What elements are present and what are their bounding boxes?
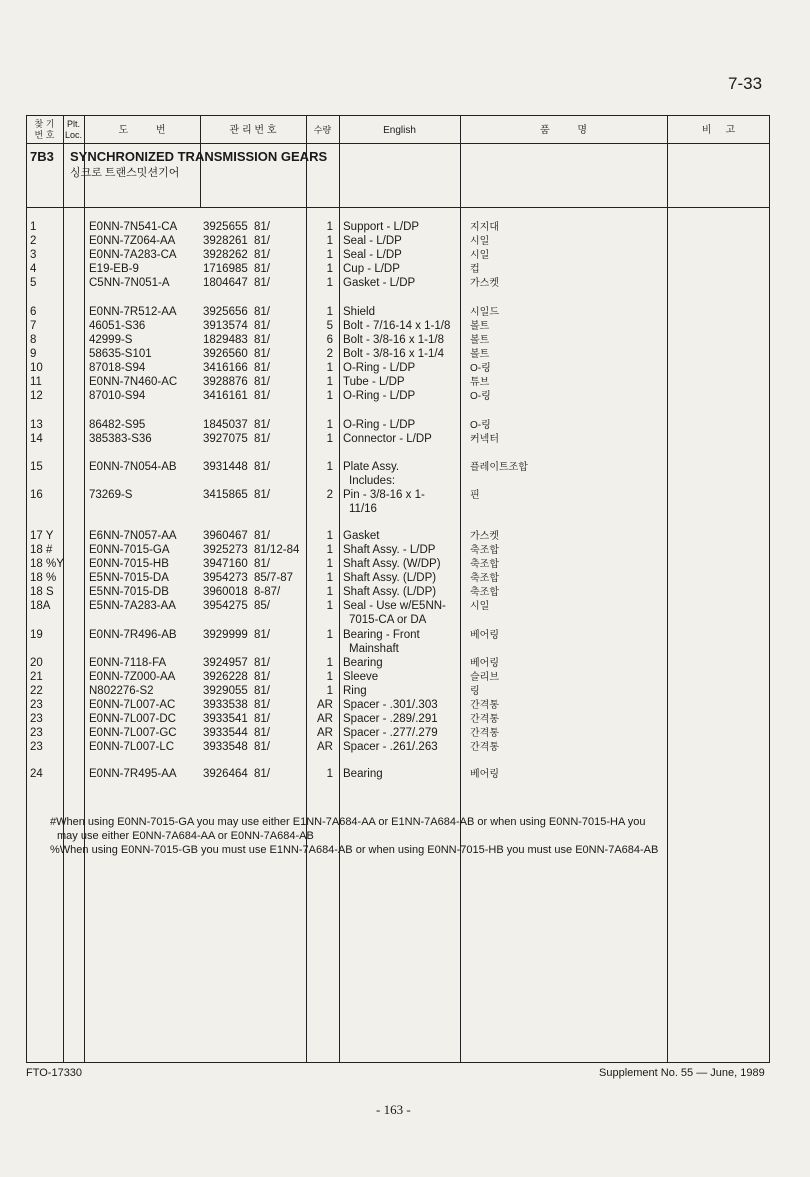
usage-code: 85/7-87 xyxy=(254,572,294,584)
management-number: 3416161 xyxy=(203,390,248,402)
key-number: 15 xyxy=(30,461,43,473)
usage-code: 81/ xyxy=(254,713,270,725)
drawing-number: 87018-S94 xyxy=(89,362,146,374)
english-name: Sleeve xyxy=(343,671,379,683)
note-line: may use either E0NN-7A684-AA or E0NN-7A684-AB xyxy=(57,830,314,842)
korean-name: 시일드 xyxy=(470,307,499,318)
korean-name: 베어링 xyxy=(470,630,499,641)
usage-code: 81/ xyxy=(254,334,270,346)
usage-code: 81/ xyxy=(254,306,270,318)
usage-code: 81/ xyxy=(254,277,270,289)
korean-name: 핀 xyxy=(470,490,480,501)
usage-code: 81/ xyxy=(254,741,270,753)
drawing-number: E0NN-7N054-AB xyxy=(89,461,177,473)
col-line xyxy=(339,115,340,1063)
key-number: 5 xyxy=(30,277,37,289)
english-name: O-Ring - L/DP xyxy=(343,390,416,402)
english-name: Gasket - L/DP xyxy=(343,277,416,289)
footer-page-number: - 163 - xyxy=(376,1102,411,1117)
drawing-number: C5NN-7N051-A xyxy=(89,277,170,289)
english-name-continued: Includes: xyxy=(349,475,396,487)
english-name: Spacer - .261/.263 xyxy=(343,741,438,753)
header-plt-loc: Plt. Loc. xyxy=(64,119,82,140)
usage-code: 81/ xyxy=(254,433,270,445)
quantity: 1 xyxy=(326,572,333,584)
management-number: 3416166 xyxy=(203,362,248,374)
key-number: 16 xyxy=(30,489,43,501)
english-name: Seal - L/DP xyxy=(343,235,402,247)
korean-name: 볼트 xyxy=(470,335,490,346)
management-number: 3926228 xyxy=(203,671,248,683)
footer-supplement: Supplement No. 55 — June, 1989 xyxy=(599,1067,765,1079)
drawing-number: E0NN-7N460-AC xyxy=(89,376,178,388)
usage-code: 81/ xyxy=(254,727,270,739)
drawing-number: 42999-S xyxy=(89,334,133,346)
english-name: Shaft Assy. (W/DP) xyxy=(343,558,441,570)
korean-name: 축조합 xyxy=(470,587,499,598)
management-number: 3954275 xyxy=(203,600,248,612)
quantity: 1 xyxy=(326,600,333,612)
quantity: 1 xyxy=(326,657,333,669)
korean-name: 시일 xyxy=(470,236,490,247)
english-name: Shaft Assy. (L/DP) xyxy=(343,586,437,598)
quantity: 1 xyxy=(326,376,333,388)
english-name: Seal - L/DP xyxy=(343,249,402,261)
management-number: 3928261 xyxy=(203,235,248,247)
korean-name: 베어링 xyxy=(470,658,499,669)
korean-name: 간격통 xyxy=(470,742,499,753)
drawing-number: 46051-S36 xyxy=(89,320,146,332)
management-number: 3960467 xyxy=(203,530,248,542)
management-number: 3913574 xyxy=(203,320,248,332)
korean-name: 시일 xyxy=(470,601,490,612)
key-number: 2 xyxy=(30,235,37,247)
usage-code: 8-87/ xyxy=(254,586,281,598)
korean-name: 커넥터 xyxy=(470,434,499,445)
key-number: 24 xyxy=(30,768,43,780)
usage-code: 81/ xyxy=(254,657,270,669)
korean-name: 축조합 xyxy=(470,545,499,556)
korean-name: 컵 xyxy=(470,264,480,275)
drawing-number: 58635-S101 xyxy=(89,348,152,360)
usage-code: 81/ xyxy=(254,671,270,683)
key-number: 18 # xyxy=(30,544,53,556)
quantity: AR xyxy=(317,741,333,753)
key-number: 20 xyxy=(30,657,43,669)
english-name: Spacer - .301/.303 xyxy=(343,699,438,711)
usage-code: 81/ xyxy=(254,489,270,501)
management-number: 3929999 xyxy=(203,629,248,641)
quantity: 1 xyxy=(326,558,333,570)
usage-code: 81/ xyxy=(254,461,270,473)
usage-code: 81/ xyxy=(254,419,270,431)
management-number: 3928876 xyxy=(203,376,248,388)
english-name-continued: Mainshaft xyxy=(349,643,399,655)
quantity: 1 xyxy=(326,530,333,542)
drawing-number: E5NN-7015-DA xyxy=(89,572,169,584)
english-name: Bearing - Front xyxy=(343,629,420,641)
usage-code: 81/ xyxy=(254,235,270,247)
management-number: 3927075 xyxy=(203,433,248,445)
quantity: 1 xyxy=(326,586,333,598)
drawing-number: E19-EB-9 xyxy=(89,263,139,275)
korean-name: 링 xyxy=(470,686,480,697)
header-english: English xyxy=(383,124,416,136)
usage-code: 81/ xyxy=(254,390,270,402)
english-name: Cup - L/DP xyxy=(343,263,400,275)
key-number: 10 xyxy=(30,362,43,374)
key-number: 4 xyxy=(30,263,37,275)
korean-name: 간격통 xyxy=(470,714,499,725)
usage-code: 81/12-84 xyxy=(254,544,300,556)
key-number: 7 xyxy=(30,320,37,332)
management-number: 3926560 xyxy=(203,348,248,360)
management-number: 3925655 xyxy=(203,221,248,233)
quantity: 1 xyxy=(326,629,333,641)
english-name: Bolt - 7/16-14 x 1-1/8 xyxy=(343,320,451,332)
quantity: 1 xyxy=(326,263,333,275)
korean-name: 축조합 xyxy=(470,573,499,584)
english-name: Gasket xyxy=(343,530,380,542)
drawing-number: E0NN-7L007-AC xyxy=(89,699,176,711)
english-name: Bolt - 3/8-16 x 1-1/8 xyxy=(343,334,444,346)
korean-name: 플레이트조합 xyxy=(470,462,528,473)
quantity: 6 xyxy=(326,334,333,346)
quantity: AR xyxy=(317,713,333,725)
management-number: 3954273 xyxy=(203,572,248,584)
drawing-number: 73269-S xyxy=(89,489,133,501)
management-number: 3925656 xyxy=(203,306,248,318)
english-name-continued: 7015-CA or DA xyxy=(349,614,427,626)
key-number: 19 xyxy=(30,629,43,641)
quantity: 1 xyxy=(326,235,333,247)
quantity: 1 xyxy=(326,249,333,261)
drawing-number: E0NN-7Z000-AA xyxy=(89,671,176,683)
english-name: O-Ring - L/DP xyxy=(343,362,416,374)
key-number: 23 xyxy=(30,727,43,739)
drawing-number: E0NN-7L007-DC xyxy=(89,713,176,725)
korean-name: 튜브 xyxy=(470,377,490,388)
korean-name: 지지대 xyxy=(470,222,499,233)
usage-code: 81/ xyxy=(254,263,270,275)
management-number: 3933544 xyxy=(203,727,248,739)
key-number: 8 xyxy=(30,334,37,346)
quantity: 2 xyxy=(326,348,333,360)
drawing-number: 87010-S94 xyxy=(89,390,146,402)
usage-code: 81/ xyxy=(254,320,270,332)
english-name: Bearing xyxy=(343,657,383,669)
english-name: Tube - L/DP xyxy=(343,376,405,388)
management-number: 1845037 xyxy=(203,419,248,431)
col-line xyxy=(460,115,461,1063)
key-number: 23 xyxy=(30,713,43,725)
korean-name: 슬리브 xyxy=(470,672,499,683)
key-number: 18A xyxy=(30,600,51,612)
drawing-number: E6NN-7N057-AA xyxy=(89,530,177,542)
english-name: Spacer - .289/.291 xyxy=(343,713,438,725)
header-remarks: 비 고 xyxy=(701,124,736,136)
korean-name: 축조합 xyxy=(470,559,499,570)
management-number: 3924957 xyxy=(203,657,248,669)
key-number: 17 Y xyxy=(30,530,54,542)
english-name: Pin - 3/8-16 x 1- xyxy=(343,489,425,501)
quantity: 1 xyxy=(326,544,333,556)
key-number: 23 xyxy=(30,741,43,753)
management-number: 3933548 xyxy=(203,741,248,753)
quantity: 2 xyxy=(326,489,333,501)
quantity: 1 xyxy=(326,461,333,473)
col-line xyxy=(84,115,85,1063)
english-name: Plate Assy. xyxy=(343,461,400,473)
usage-code: 81/ xyxy=(254,376,270,388)
key-number: 11 xyxy=(30,376,42,388)
usage-code: 81/ xyxy=(254,768,270,780)
quantity: AR xyxy=(317,727,333,739)
management-number: 3928262 xyxy=(203,249,248,261)
korean-name: 가스켓 xyxy=(470,531,499,542)
key-number: 18 S xyxy=(30,586,54,598)
header-item-name: 품 명 xyxy=(539,124,588,136)
korean-name: O-링 xyxy=(470,420,491,431)
english-name: Shaft Assy. - L/DP xyxy=(343,544,436,556)
key-number: 1 xyxy=(30,221,37,233)
key-number: 14 xyxy=(30,433,43,445)
korean-name: O-링 xyxy=(470,363,491,374)
section-title: SYNCHRONIZED TRANSMISSION GEARS xyxy=(70,149,328,164)
korean-name: 가스켓 xyxy=(470,278,499,289)
usage-code: 81/ xyxy=(254,221,270,233)
key-number: 23 xyxy=(30,699,43,711)
korean-name: O-링 xyxy=(470,391,491,402)
korean-name: 간격통 xyxy=(470,700,499,711)
usage-code: 81/ xyxy=(254,362,270,374)
footer-form-number: FTO-17330 xyxy=(26,1067,83,1079)
english-name: Bolt - 3/8-16 x 1-1/4 xyxy=(343,348,444,360)
header-key-no: 찾 기 번 호 xyxy=(34,119,55,140)
drawing-number: E0NN-7118-FA xyxy=(89,657,167,669)
quantity: 1 xyxy=(326,419,333,431)
korean-name: 간격통 xyxy=(470,728,499,739)
english-name: O-Ring - L/DP xyxy=(343,419,416,431)
quantity: 1 xyxy=(326,671,333,683)
header-mgmt-no: 관 리 번 호 xyxy=(229,124,277,136)
management-number: 3931448 xyxy=(203,461,248,473)
korean-name: 볼트 xyxy=(470,349,490,360)
usage-code: 81/ xyxy=(254,348,270,360)
col-line xyxy=(63,115,64,1063)
col-line xyxy=(667,115,668,1063)
management-number: 1829483 xyxy=(203,334,248,346)
drawing-number: E5NN-7A283-AA xyxy=(89,600,176,612)
key-number: 21 xyxy=(30,671,43,683)
key-number: 12 xyxy=(30,390,43,402)
usage-code: 81/ xyxy=(254,530,270,542)
management-number: 3925273 xyxy=(203,544,248,556)
quantity: 1 xyxy=(326,362,333,374)
english-name: Spacer - .277/.279 xyxy=(343,727,438,739)
quantity: 1 xyxy=(326,768,333,780)
key-number: 18 %Y xyxy=(30,558,64,570)
key-number: 13 xyxy=(30,419,43,431)
drawing-number: E0NN-7A283-CA xyxy=(89,249,177,261)
drawing-number: 86482-S95 xyxy=(89,419,146,431)
english-name: Ring xyxy=(343,685,367,697)
drawing-number: E0NN-7L007-LC xyxy=(89,741,175,753)
quantity: 1 xyxy=(326,390,333,402)
quantity: 1 xyxy=(326,685,333,697)
header-divider xyxy=(26,143,770,144)
korean-name: 베어링 xyxy=(470,769,499,780)
drawing-number: E5NN-7015-DB xyxy=(89,586,169,598)
usage-code: 81/ xyxy=(254,629,270,641)
english-name: Seal - Use w/E5NN- xyxy=(343,600,446,612)
english-name: Connector - L/DP xyxy=(343,433,432,445)
management-number: 1804647 xyxy=(203,277,248,289)
key-number: 22 xyxy=(30,685,43,697)
header-drawing-no: 도 번 xyxy=(118,124,166,136)
quantity: 1 xyxy=(326,277,333,289)
section-divider xyxy=(26,207,770,208)
usage-code: 81/ xyxy=(254,558,270,570)
drawing-number: E0NN-7R495-AA xyxy=(89,768,177,780)
note-line: %When using E0NN-7015-GB you must use E1NN-7A684-AB or when using E0NN-7015-HB you must use E0NN-7A684-AB xyxy=(50,844,659,856)
english-name: Bearing xyxy=(343,768,383,780)
quantity: 1 xyxy=(326,306,333,318)
usage-code: 81/ xyxy=(254,699,270,711)
management-number: 3947160 xyxy=(203,558,248,570)
header-qty: 수량 xyxy=(313,124,332,135)
usage-code: 81/ xyxy=(254,249,270,261)
drawing-number: N802276-S2 xyxy=(89,685,154,697)
quantity: 1 xyxy=(326,221,333,233)
drawing-number: E0NN-7R496-AB xyxy=(89,629,177,641)
korean-name: 볼트 xyxy=(470,321,490,332)
english-name: Shaft Assy. (L/DP) xyxy=(343,572,437,584)
note-line: #When using E0NN-7015-GA you may use either E1NN-7A684-AA or E1NN-7A684-AB or when using E0NN-7015-HA you xyxy=(50,816,646,828)
section-subtitle: 싱크로 트랜스밋션기어 xyxy=(70,167,180,179)
management-number: 3960018 xyxy=(203,586,248,598)
drawing-number: E0NN-7015-HB xyxy=(89,558,169,570)
management-number: 3929055 xyxy=(203,685,248,697)
drawing-number: E0NN-7R512-AA xyxy=(89,306,177,318)
usage-code: 81/ xyxy=(254,685,270,697)
drawing-number: 385383-S36 xyxy=(89,433,152,445)
usage-code: 85/ xyxy=(254,600,270,612)
management-number: 3926464 xyxy=(203,768,248,780)
drawing-number: E0NN-7L007-GC xyxy=(89,727,177,739)
korean-name: 시일 xyxy=(470,250,490,261)
section-code: 7B3 xyxy=(30,149,54,164)
quantity: 5 xyxy=(326,320,333,332)
drawing-number: E0NN-7Z064-AA xyxy=(89,235,176,247)
quantity: 1 xyxy=(326,433,333,445)
english-name: Support - L/DP xyxy=(343,221,420,233)
english-name-continued: 11/16 xyxy=(349,503,377,515)
management-number: 3415865 xyxy=(203,489,248,501)
management-number: 3933538 xyxy=(203,699,248,711)
key-number: 3 xyxy=(30,249,37,261)
page-number: 7-33 xyxy=(728,74,763,93)
management-number: 3933541 xyxy=(203,713,248,725)
drawing-number: E0NN-7015-GA xyxy=(89,544,170,556)
english-name: Shield xyxy=(343,306,375,318)
drawing-number: E0NN-7N541-CA xyxy=(89,221,178,233)
key-number: 6 xyxy=(30,306,37,318)
quantity: AR xyxy=(317,699,333,711)
key-number: 18 % xyxy=(30,572,57,584)
key-number: 9 xyxy=(30,348,37,360)
management-number: 1716985 xyxy=(203,263,248,275)
